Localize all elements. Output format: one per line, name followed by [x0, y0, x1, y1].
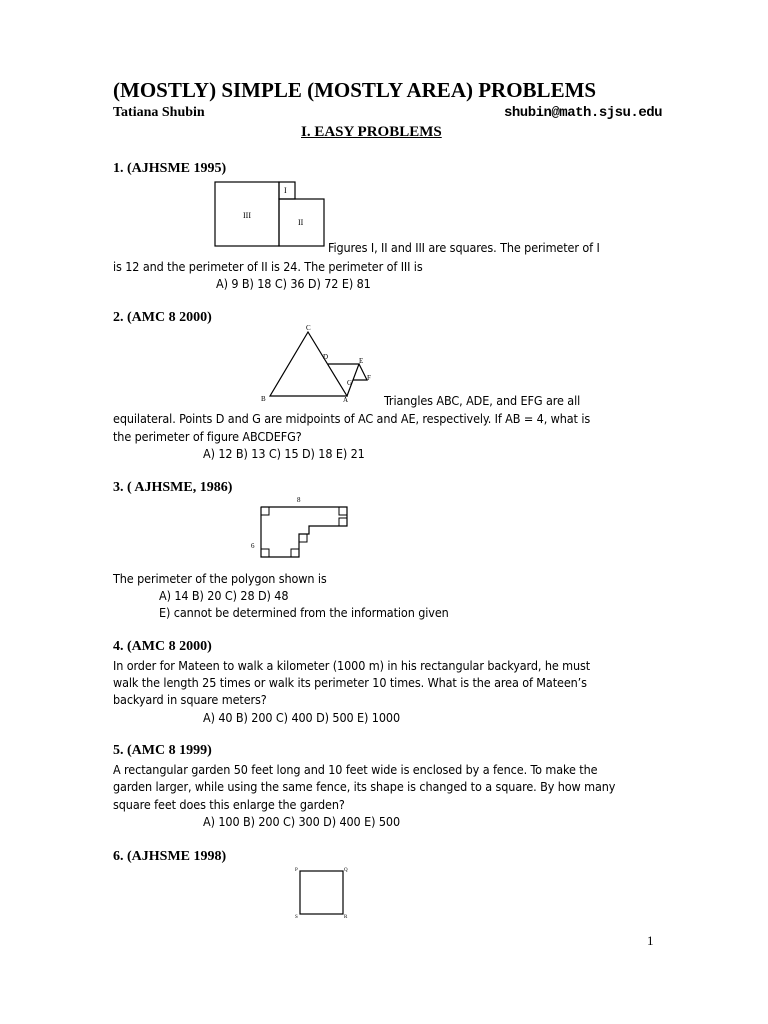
label-6: 6	[251, 542, 255, 550]
triangle-EFG	[353, 364, 367, 380]
problem-4-text-2: walk the length 25 times or walk its perimeter 10 times. What is the area of Mateen’s	[113, 675, 587, 690]
problem-2-text-3: the perimeter of figure ABCDEFG?	[113, 429, 302, 444]
label-R: R	[344, 915, 348, 920]
problem-4-text-3: backyard in square meters?	[113, 692, 267, 707]
section-heading: I. EASY PROBLEMS	[301, 124, 442, 140]
problem-2-figure	[260, 324, 375, 402]
problem-5-choices: A) 100 B) 200 C) 300 D) 400 E) 500	[203, 814, 401, 829]
problem-3-choices: A) 14 B) 20 C) 28 D) 48	[159, 588, 289, 603]
problem-3-choice-e: E) cannot be determined from the information given	[159, 605, 449, 620]
square-PQRS	[300, 871, 343, 914]
problem-3-heading: 3. ( AJHSME, 1986)	[113, 480, 233, 495]
problem-1-choices: A) 9 B) 18 C) 36 D) 72 E) 81	[216, 276, 371, 291]
label-D: D	[323, 353, 329, 361]
problem-4-text-1: In order for Mateen to walk a kilometer (1000 m) in his rectangular backyard, he must	[113, 658, 591, 673]
problem-6-heading: 6. (AJHSME 1998)	[113, 849, 227, 864]
label-III: III	[243, 211, 251, 220]
problem-5-text-2: garden larger, while using the same fence, its shape is changed to a square. By how many	[113, 779, 616, 794]
problem-3-text-1: The perimeter of the polygon shown is	[113, 571, 327, 586]
label-I: I	[284, 186, 287, 195]
label-B: B	[261, 395, 266, 403]
problem-1-figure	[213, 179, 328, 249]
label-8: 8	[297, 496, 301, 504]
label-Q: Q	[344, 868, 348, 873]
page-title: (MOSTLY) SIMPLE (MOSTLY AREA) PROBLEMS	[113, 78, 597, 102]
problem-5-text-3: square feet does this enlarge the garden?	[113, 797, 345, 812]
problem-3-figure	[248, 494, 353, 564]
problem-5-heading: 5. (AMC 8 1999)	[113, 743, 212, 758]
problem-1-text-2: is 12 and the perimeter of II is 24. The perimeter of III is	[113, 259, 423, 274]
problem-4-choices: A) 40 B) 200 C) 400 D) 500 E) 1000	[203, 710, 401, 725]
problem-6-figure	[293, 864, 353, 920]
problem-1-heading: 1. (AJHSME 1995)	[113, 161, 227, 176]
problem-4-heading: 4. (AMC 8 2000)	[113, 639, 212, 654]
problem-1-text-1: Figures I, II and III are squares. The perimeter of I	[328, 240, 600, 255]
label-G: G	[347, 379, 353, 387]
problem-2-choices: A) 12 B) 13 C) 15 D) 18 E) 21	[203, 446, 365, 461]
problem-2-text-1: Triangles ABC, ADE, and EFG are all	[384, 393, 581, 408]
label-P: P	[295, 868, 298, 873]
author-name: Tatiana Shubin	[113, 105, 205, 120]
label-A: A	[343, 396, 349, 404]
polygon-outline	[261, 507, 347, 557]
label-F: F	[367, 374, 371, 382]
label-S: S	[295, 915, 298, 920]
page-number: 1	[647, 933, 654, 948]
problem-2-heading: 2. (AMC 8 2000)	[113, 310, 212, 325]
problem-5-text-1: A rectangular garden 50 feet long and 10 feet wide is enclosed by a fence. To make the	[113, 762, 598, 777]
label-II: II	[298, 218, 304, 227]
author-email: shubin@math.sjsu.edu	[504, 105, 663, 121]
square-I	[279, 182, 295, 199]
label-E: E	[359, 357, 364, 365]
problem-2-text-2: equilateral. Points D and G are midpoints of AC and AE, respectively. If AB = 4, what is	[113, 411, 591, 426]
label-C: C	[306, 324, 311, 332]
